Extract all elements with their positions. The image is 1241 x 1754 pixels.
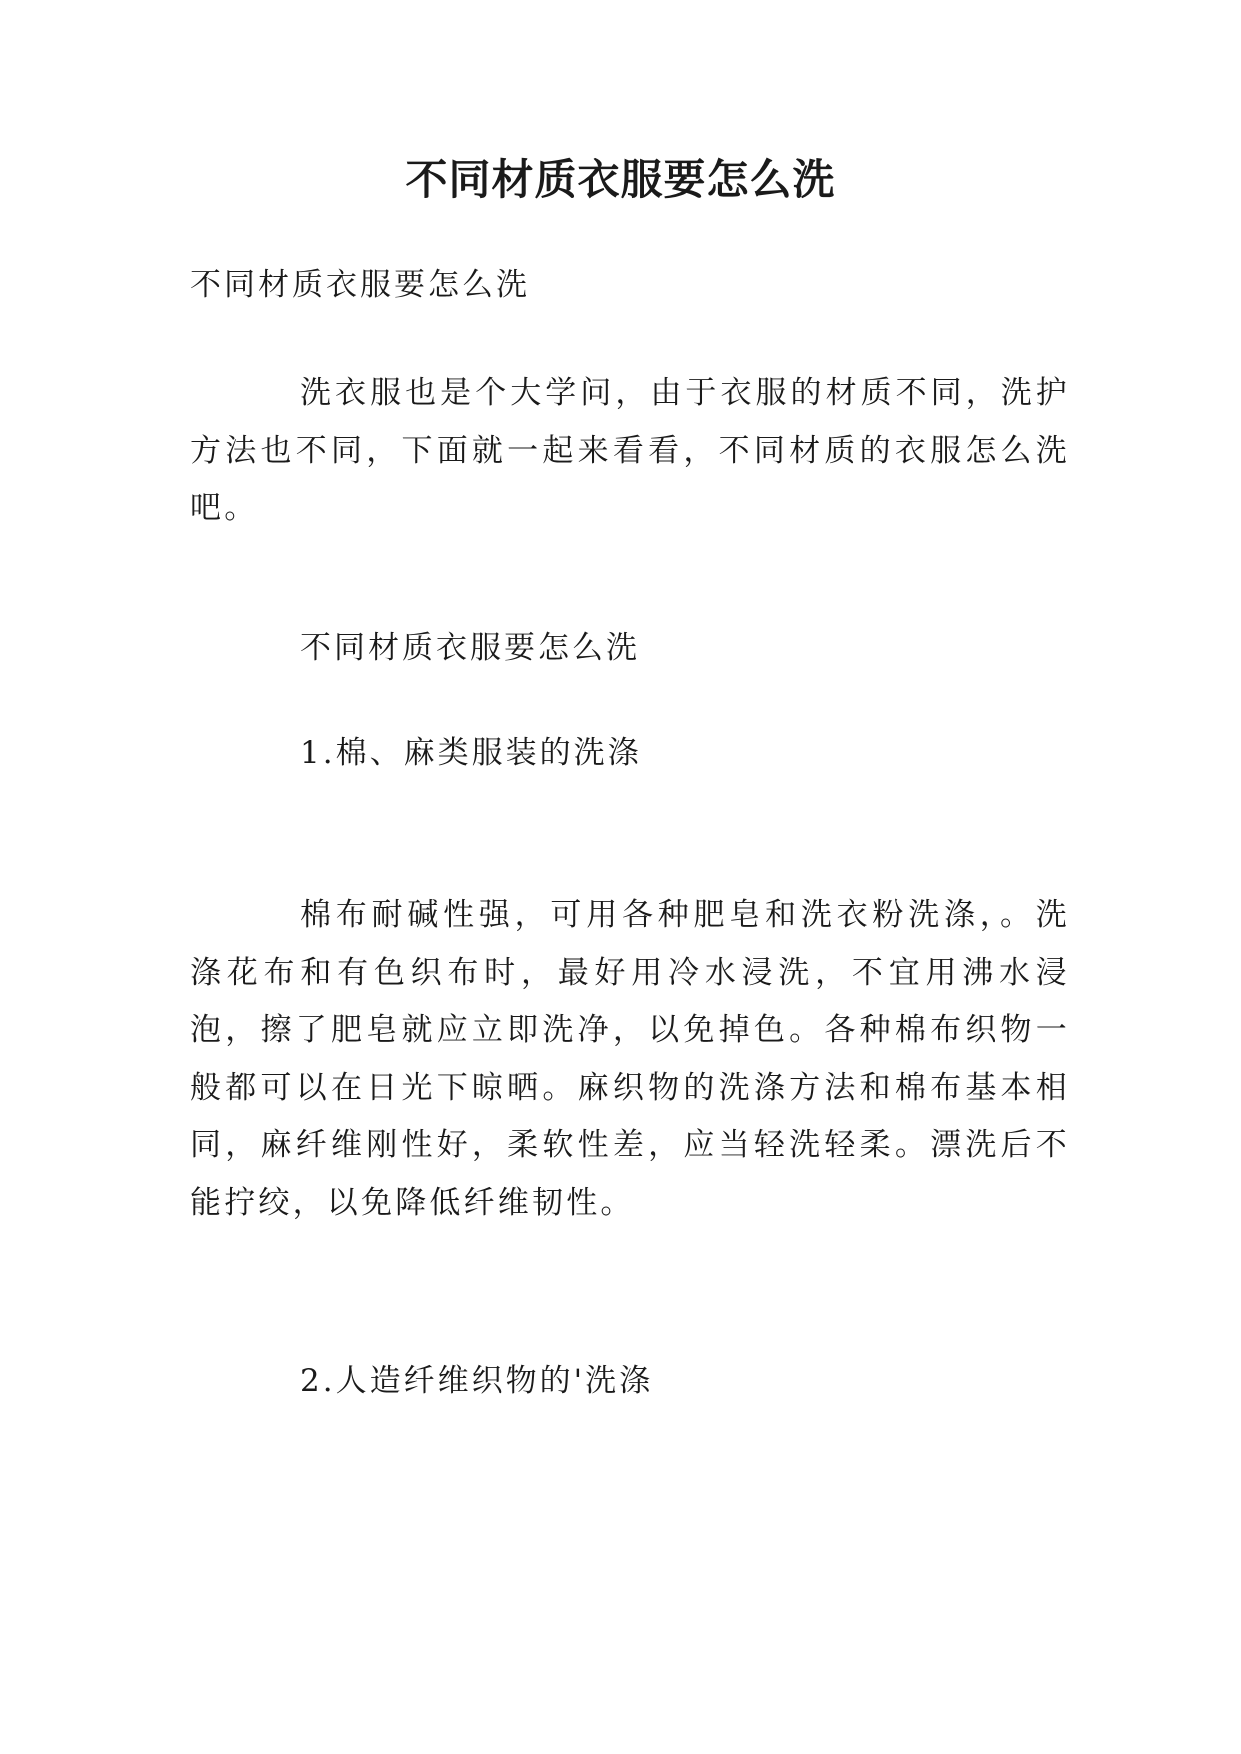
section-heading: 不同材质衣服要怎么洗: [300, 630, 640, 666]
intro-paragraph: 洗衣服也是个大学问，由于衣服的材质不同，洗护方法也不同，下面就一起来看看，不同材质的衣服怎么洗吧。: [190, 375, 1070, 526]
item2-heading: 2.人造纤维织物的'洗涤: [300, 1363, 654, 1399]
item1-paragraph: 棉布耐碱性强，可用各种肥皂和洗衣粉洗涤，。洗涤花布和有色织布时，最好用冷水浸洗，不宜用沸水浸泡，擦了肥皂就应立即洗净，以免掉色。各种棉布织物一般都可以在日光下晾晒。麻织物的洗涤方法和棉布基本相同，麻纤维刚性好，柔软性差，应当轻洗轻柔。漂洗后不能拧绞，以免降低纤维韧性。: [190, 897, 1070, 1221]
document-subtitle: 不同材质衣服要怎么洗: [190, 267, 530, 303]
item1-heading: 1.棉、麻类服装的洗涤: [300, 735, 642, 771]
document-title: 不同材质衣服要怎么洗: [405, 155, 836, 204]
